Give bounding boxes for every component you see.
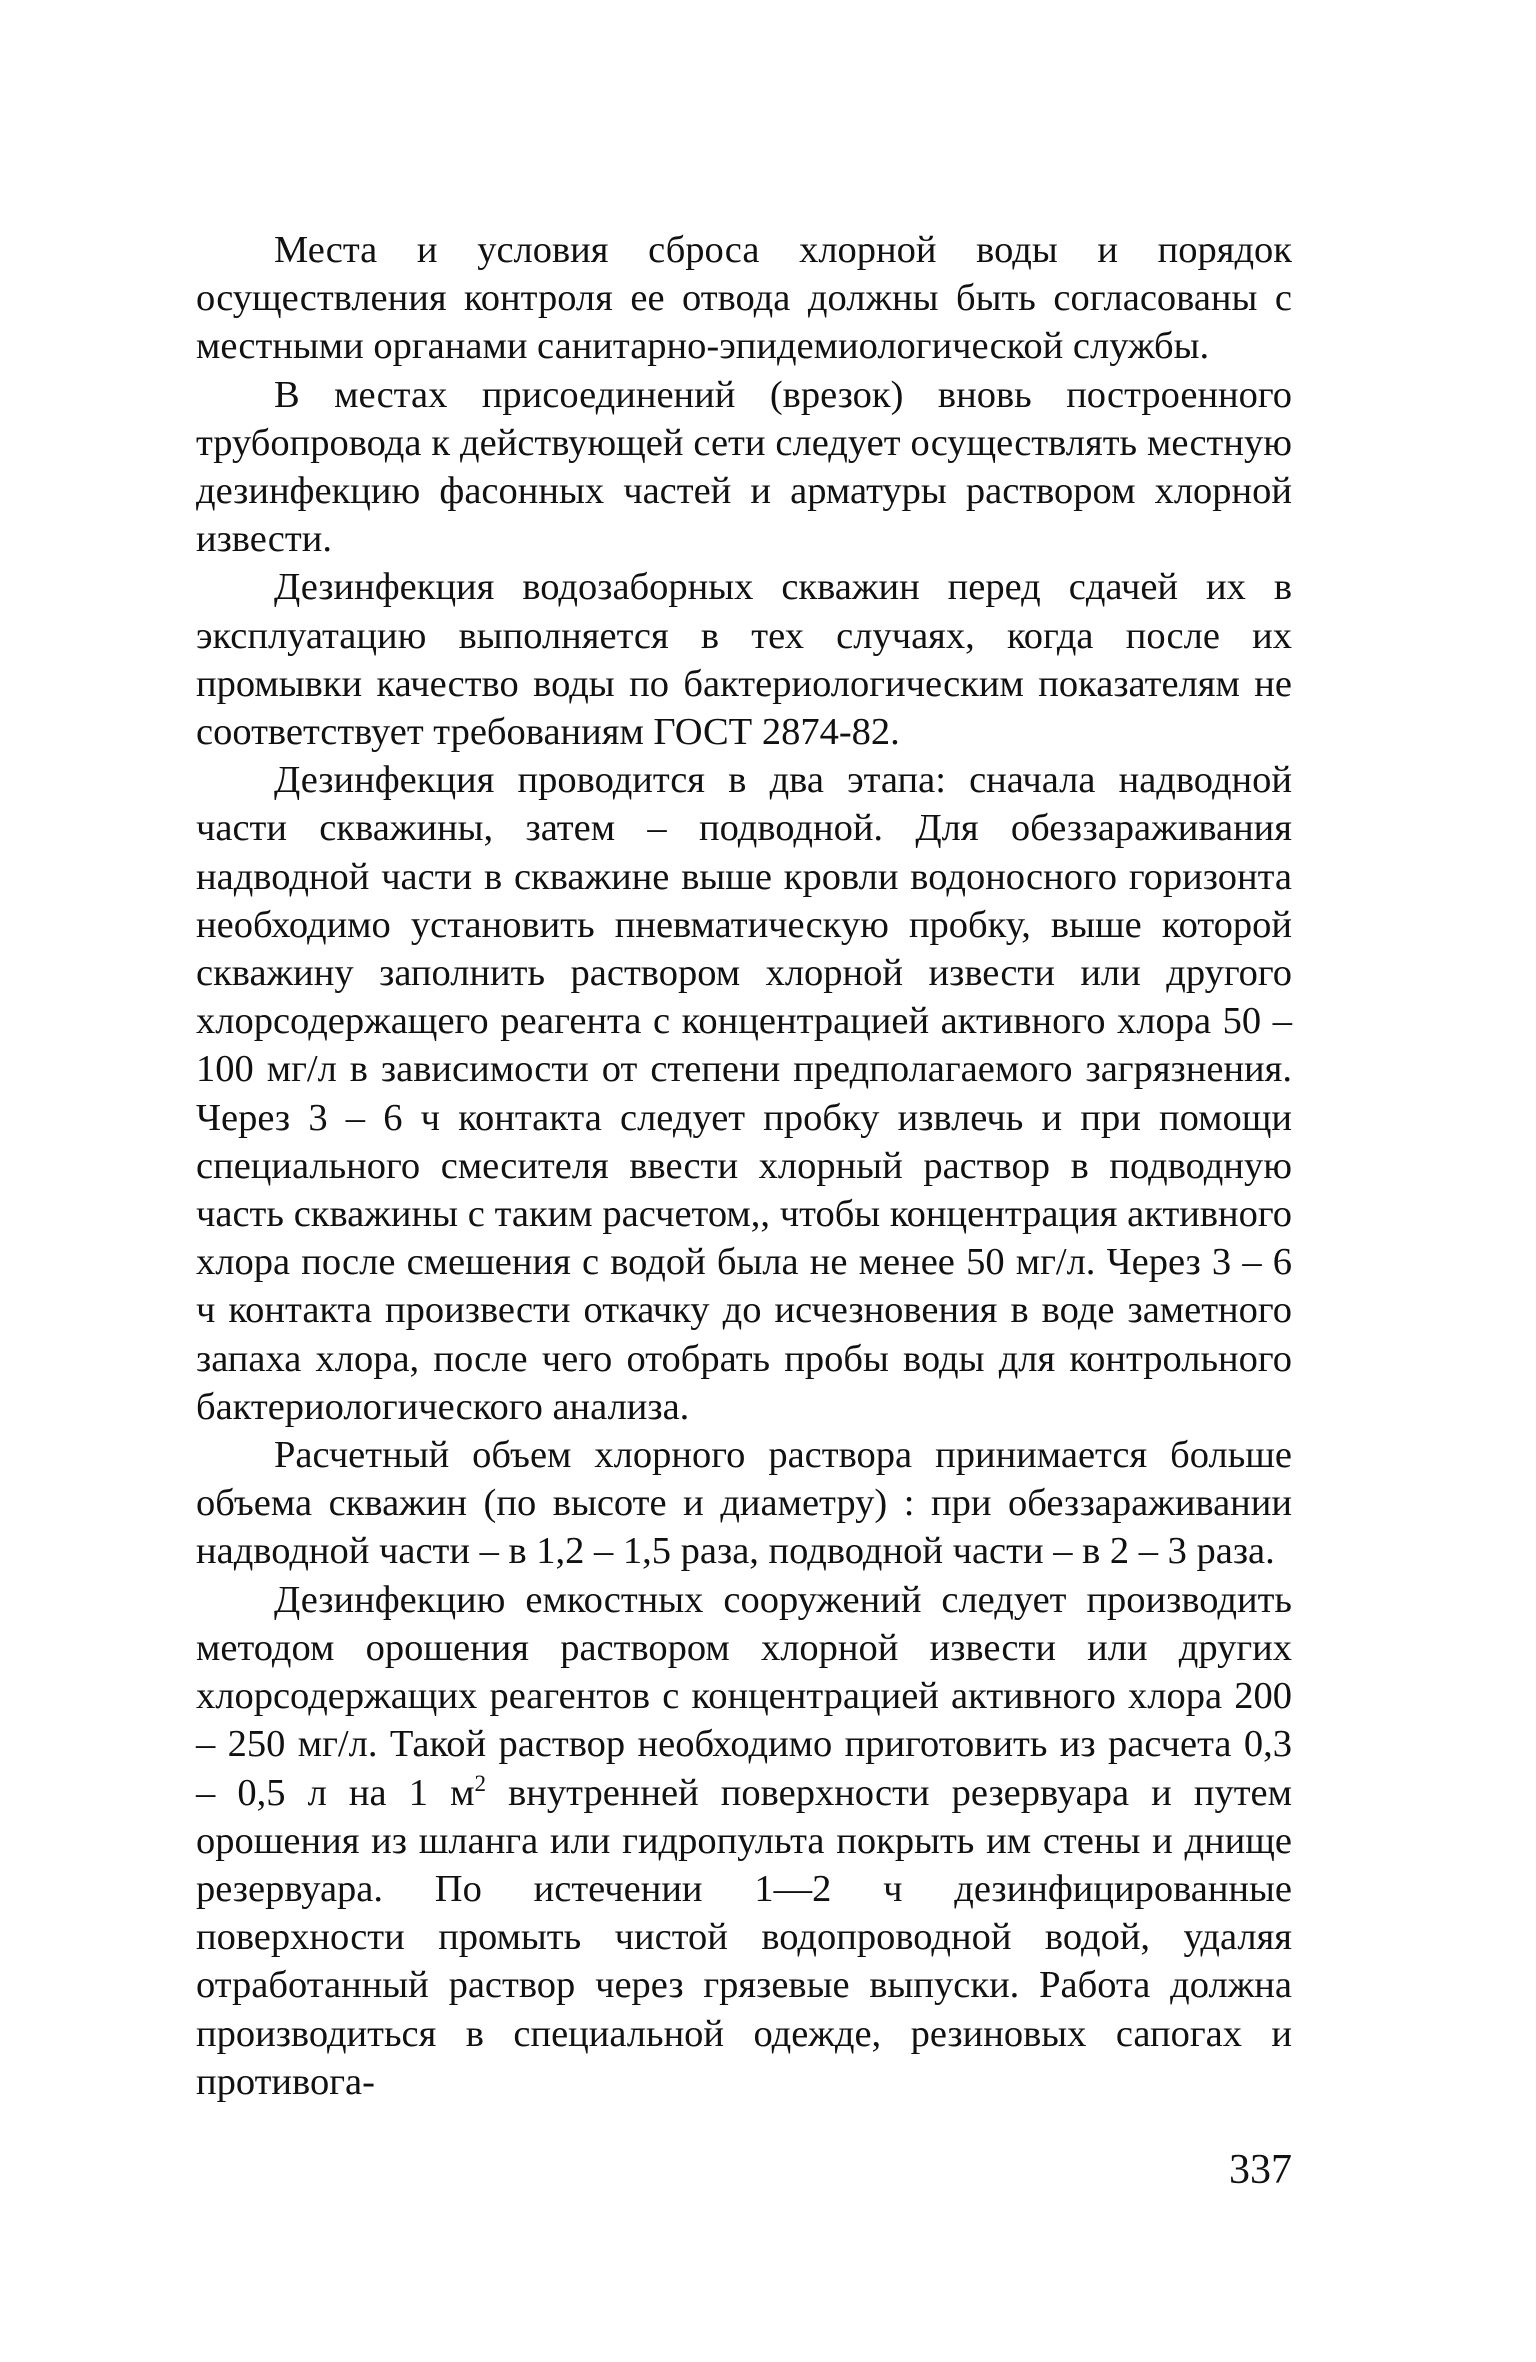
paragraph-5: Расчетный объем хлорного раствора принимается больше объема скважин (по высоте и диаметру) : при обеззараживании надводной части – в 1,2 – 1,5 раза, подводной части – в 2 – 3 раза. (196, 1434, 1292, 1573)
paragraph-6-part-2: внутренней поверхности резервуара и путем орошения из шланга или гидропульта покрыть им стены и днище резервуара. По истечении 1—2 ч дезинфицированные поверхности промыть чистой водопроводной водой, удаляя отработанный раствор через грязевые выпуски. Работа должна производиться в специальной одежде, резиновых сапогах и противога- (196, 1771, 1292, 2103)
page-number: 337 (1229, 2147, 1292, 2193)
body-text (196, 226, 1292, 2106)
paragraph-1: Места и условия сброса хлорной воды и порядок осуществления контроля ее отвода должны быть согласованы с местными органами санитарно-эпидемиологической службы. (196, 229, 1292, 368)
paragraph-6 (196, 1576, 1292, 2106)
superscript-2: 2 (474, 1769, 487, 1796)
paragraph-6-part-1: Дезинфекцию емкостных сооружений следует производить методом орошения раствором хлорной извести или других хлорсодержащих реагентов с концентрацией активного хлора 200 – 250 мг/л. Такой раствор необходимо приготовить из расчета 0,3 – 0,5 л на 1 м (196, 1578, 1292, 1814)
paragraph-4: Дезинфекция проводится в два этапа: сначала надводной части скважины, затем – подводной. Для обеззараживания надводной части в скважине выше кровли водоносного горизонта необходимо установить пневматическую пробку, выше которой скважину заполнить раствором хлорной извести или другого хлорсодержащего реагента с концентрацией активного хлора 50 – 100 мг/л в зависимости от степени предполагаемого загрязнения. Через 3 – 6 ч контакта следует пробку извлечь и при помощи специального смесителя ввести хлорный раствор в подводную часть скважины с таким расчетом,, чтобы концентрация активного хлора после смешения с водой была не менее 50 мг/л. Через 3 – 6 ч контакта произвести откачку до исчезновения в воде заметного запаха хлора, после чего отобрать пробы воды для контрольного бактериологического анализа. (196, 759, 1292, 1428)
paragraph-2: В местах присоединений (врезок) вновь построенного трубопровода к действующей сети следует осуществлять местную дезинфекцию фасонных частей и арматуры раствором хлорной извести. (196, 373, 1292, 561)
paragraph-3: Дезинфекция водозаборных скважин перед сдачей их в эксплуатацию выполняется в тех случаях, когда после их промывки качество воды по бактериологическим показателям не соответствует требованиям ГОСТ 2874-82. (196, 566, 1292, 754)
